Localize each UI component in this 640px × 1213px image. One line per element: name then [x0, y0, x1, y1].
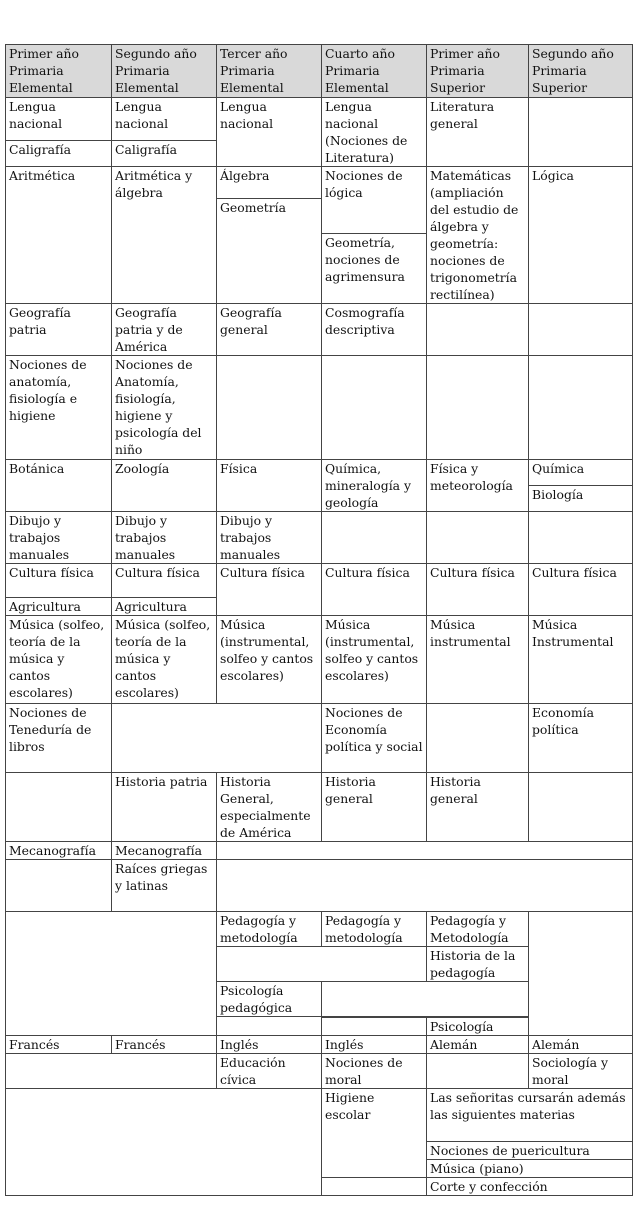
- header-cell: Cuarto año Primaria Elemental: [322, 45, 427, 98]
- table-cell: Química: [529, 460, 633, 486]
- table-cell: Cultura física: [6, 564, 112, 598]
- table-cell: Las señoritas cursarán además las siguientes materias: [427, 1089, 633, 1142]
- table-cell: Nociones de anatomía, fisiología e higiene: [6, 356, 112, 460]
- table-row: [6, 356, 633, 460]
- table-row: [6, 1089, 633, 1142]
- table-cell: Nociones de moral: [322, 1054, 427, 1089]
- table-cell: Historia patria: [112, 773, 217, 842]
- table-cell: [427, 512, 529, 564]
- table-cell: Dibujo y trabajos manuales: [112, 512, 217, 564]
- table-cell: Raíces griegas y latinas: [112, 860, 217, 912]
- table-cell: Cultura física: [427, 564, 529, 616]
- table-cell: [6, 1089, 322, 1196]
- table-cell: Música (piano): [427, 1160, 633, 1178]
- table-cell: Lógica: [529, 167, 633, 304]
- table-cell: Francés: [112, 1036, 217, 1054]
- table-row: [6, 912, 633, 947]
- header-cell: Segundo año Primaria Superior: [529, 45, 633, 98]
- header-cell: Primer año Primaria Superior: [427, 45, 529, 98]
- table-cell: [6, 1054, 217, 1089]
- table-cell: Mecanografía: [112, 842, 217, 860]
- table-row: [6, 167, 633, 199]
- table-cell: Agricultura: [6, 598, 112, 616]
- table-row: [6, 860, 633, 912]
- header-cell: Segundo año Primaria Elemental: [112, 45, 217, 98]
- table-cell: [112, 704, 322, 773]
- table-cell: Geografía general: [217, 304, 322, 356]
- table-cell: [217, 947, 427, 982]
- table-cell: Psicología: [427, 1018, 529, 1036]
- table-cell: Música (instrumental, solfeo y cantos escolares): [322, 616, 427, 704]
- table-cell: Cultura física: [217, 564, 322, 616]
- table-cell: Música instrumental: [427, 616, 529, 704]
- table-cell: Inglés: [217, 1036, 322, 1054]
- table-cell: [427, 704, 529, 773]
- table-cell: [322, 512, 427, 564]
- table-cell: Lengua nacional (Nociones de Literatura): [322, 98, 427, 167]
- table-cell: Biología: [529, 486, 633, 512]
- table-cell: Alemán: [529, 1036, 633, 1054]
- table-row: [6, 616, 633, 704]
- table-cell: Historia General, especialmente de América: [217, 773, 322, 842]
- table-cell: Agricultura: [112, 598, 217, 616]
- table-row: [6, 98, 633, 141]
- table-cell: Caligrafía: [112, 140, 217, 166]
- table-cell: Álgebra: [217, 167, 322, 199]
- table-cell: Aritmética y álgebra: [112, 167, 217, 304]
- table-cell: [217, 860, 633, 912]
- table-cell: Educación cívica: [217, 1054, 322, 1089]
- table-cell: [217, 842, 633, 860]
- table-cell: Francés: [6, 1036, 112, 1054]
- table-cell: [529, 512, 633, 564]
- table-cell: Economía política: [529, 704, 633, 773]
- table-cell: [6, 912, 217, 1036]
- table-cell: [6, 773, 112, 842]
- table-cell: Nociones de lógica: [322, 167, 427, 234]
- table-cell: Dibujo y trabajos manuales: [217, 512, 322, 564]
- table-cell: Nociones de Economía política y social: [322, 704, 427, 773]
- table-cell: Cultura física: [529, 564, 633, 616]
- table-cell: Música (solfeo, teoría de la música y cantos escolares): [6, 616, 112, 704]
- table-cell: [322, 356, 427, 460]
- table-cell: Caligrafía: [6, 140, 112, 166]
- table-cell: [427, 356, 529, 460]
- table-row: [6, 460, 633, 486]
- table-row: [6, 704, 633, 773]
- table-cell: Música (solfeo, teoría de la música y cantos escolares): [112, 616, 217, 704]
- header-cell: Tercer año Primaria Elemental: [217, 45, 322, 98]
- table-cell: Cosmografía descriptiva: [322, 304, 427, 356]
- table-cell: Inglés: [322, 1036, 427, 1054]
- table-cell: Química, mineralogía y geología: [322, 460, 427, 512]
- table-row: [6, 1036, 633, 1054]
- table-cell: Nociones de Anatomía, fisiología, higiene y psicología del niño: [112, 356, 217, 460]
- table-cell: [427, 1054, 529, 1089]
- table-cell: [322, 1178, 427, 1196]
- table-cell: Historia general: [427, 773, 529, 842]
- table-cell: Corte y confección: [427, 1178, 633, 1196]
- table-cell: [217, 356, 322, 460]
- header-row: [6, 45, 633, 98]
- table-cell: [529, 912, 633, 1036]
- table-cell: Geografía patria: [6, 304, 112, 356]
- header-cell: Primer año Primaria Elemental: [6, 45, 112, 98]
- table-cell: Geografía patria y de América: [112, 304, 217, 356]
- table-cell: Lengua nacional: [112, 98, 217, 141]
- table-cell: [322, 1018, 427, 1036]
- table-cell: Literatura general: [427, 98, 529, 167]
- table-cell: [322, 982, 529, 1017]
- table-cell: [6, 860, 112, 912]
- table-cell: Física y meteorología: [427, 460, 529, 512]
- table-row: [6, 512, 633, 564]
- table-cell: Matemáticas (ampliación del estudio de álgebra y geometría: nociones de trigonometría rectilínea): [427, 167, 529, 304]
- table-cell: [529, 98, 633, 167]
- table-cell: Historia general: [322, 773, 427, 842]
- table-cell: Dibujo y trabajos manuales: [6, 512, 112, 564]
- table-cell: Música Instrumental: [529, 616, 633, 704]
- table-cell: [529, 773, 633, 842]
- table-cell: Historia de la pedagogía: [427, 947, 529, 982]
- curriculum-table: [5, 44, 633, 1196]
- table-cell: Sociología y moral: [529, 1054, 633, 1089]
- table-cell: Geometría: [217, 199, 322, 304]
- table-row: [6, 842, 633, 860]
- table-cell: Nociones de puericultura: [427, 1142, 633, 1160]
- table-cell: [427, 304, 529, 356]
- table-cell: Física: [217, 460, 322, 512]
- table-cell: Cultura física: [112, 564, 217, 598]
- table-cell: Pedagogía y metodología: [217, 912, 322, 947]
- table-cell: [529, 356, 633, 460]
- table-cell: [529, 304, 633, 356]
- table-cell: Pedagogía y Metodología: [427, 912, 529, 947]
- table-cell: Higiene escolar: [322, 1089, 427, 1178]
- table-cell: Alemán: [427, 1036, 529, 1054]
- table-cell: Nociones de Teneduría de libros: [6, 704, 112, 773]
- table-cell: Aritmética: [6, 167, 112, 304]
- table-cell: Lengua nacional: [6, 98, 112, 141]
- table-cell: Pedagogía y metodología: [322, 912, 427, 947]
- table-cell: Lengua nacional: [217, 98, 322, 167]
- table-cell: Cultura física: [322, 564, 427, 616]
- table-cell: Zoología: [112, 460, 217, 512]
- table-cell: Geometría, nociones de agrimensura: [322, 234, 427, 304]
- table-cell: [217, 1017, 322, 1036]
- table-cell: Psicología pedagógica: [217, 982, 322, 1017]
- table-row: [6, 304, 633, 356]
- table-cell: Botánica: [6, 460, 112, 512]
- table-row: [6, 564, 633, 598]
- table-row: [6, 1054, 633, 1089]
- table-cell: Música (instrumental, solfeo y cantos escolares): [217, 616, 322, 704]
- table-cell: Mecanografía: [6, 842, 112, 860]
- table-row: [6, 773, 633, 842]
